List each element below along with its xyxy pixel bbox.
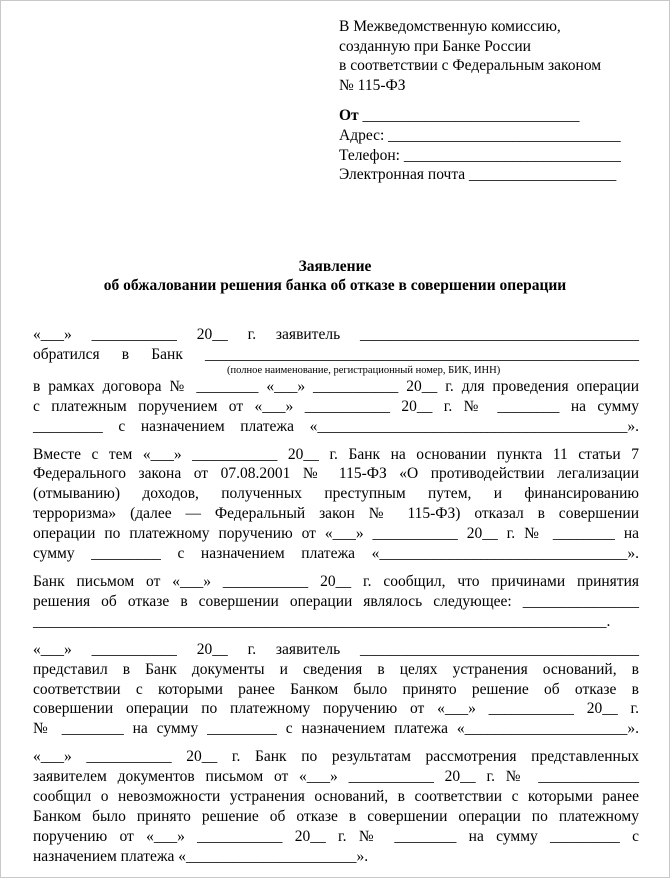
from-field (339, 106, 659, 126)
body-line: (отмыванию) доходов, полученных преступным путем, и финансированию (33, 485, 639, 503)
body-line: операции по платежному поручению от «___» ___________ 20__ г. № ________ на (33, 525, 639, 543)
body-line: «___» ___________ 20__ г. заявитель ____________________________________ (33, 640, 639, 658)
address-field: Адрес: ______________________________ (339, 126, 621, 144)
title-line-2: об обжаловании решения банка об отказе в совершении операции (103, 277, 567, 294)
body-line: Федерального закона от 07.08.2001 № 115-ФЗ «О противодействии легализации (33, 465, 639, 483)
document-title (1, 257, 669, 295)
addressee-block (339, 17, 659, 185)
body-line: «___» ___________ 20__ г. заявитель ____________________________________ (33, 326, 639, 343)
addressee-line: в соответствии с Федеральным законом (339, 57, 602, 75)
field-hint: (полное наименование, регистрационный номер, БИК, ИНН) (227, 364, 501, 376)
title-line-1: Заявление (298, 258, 372, 275)
addressee-line: В Межведомственную комиссию, (339, 18, 561, 35)
spacer (33, 739, 639, 747)
body-line: _________ с назначением платежа «________________________________________». (33, 417, 639, 435)
spacer (33, 564, 639, 572)
body-line: сумму _________ с назначением платежа «________________________________». (33, 545, 639, 563)
from-label: От (339, 107, 359, 125)
body-line: с платежным поручением от «___» ___________ 20__ г. № ________ на сумму (33, 397, 639, 415)
body-line: заявителем документов письмом от «___» ___________ 20__ г. № _____________ (33, 768, 639, 786)
from-blank: ____________________________ (358, 107, 580, 125)
body-line: обратился в Банк ________________________________________________________ (33, 345, 639, 363)
body-line: Вместе с тем «___» ___________ 20__ г. Банк на основании пункта 11 статьи 7 (33, 445, 639, 463)
phone-field: Телефон: ____________________________ (339, 146, 621, 164)
body-line: __________________________________________________________________________. (33, 612, 611, 630)
body-line: соответствии с которыми ранее Банком было принято решение об отказе в (33, 680, 639, 698)
body-line: представил в Банк документы и сведения в целях устранения оснований, в (33, 660, 639, 678)
addressee-line: № 115-ФЗ (339, 76, 406, 94)
body-line: в рамках договора № ________ «___» ___________ 20__ г. для проведения операции (33, 377, 639, 395)
document-body (33, 325, 639, 867)
spacer (33, 437, 639, 445)
body-line: совершении операции по платежному поручению от «___» ___________ 20__ г. (33, 700, 639, 718)
addressee-line: созданную при Банке России (339, 37, 531, 55)
body-line: назначением платежа «______________________». (33, 847, 369, 865)
body-line: № ________ на сумму _________ с назначением платежа «_____________________». (33, 720, 639, 738)
body-line: «___» ___________ 20__ г. Банк по результатам рассмотрения представленных (33, 748, 639, 766)
body-line: терроризма» (далее — Федеральный закон № 115-ФЗ) отказал в совершении (33, 505, 639, 523)
body-line: поручению от «___» ___________ 20__ г. № ________ на сумму _________ с (33, 827, 639, 845)
email-field: Электронная почта ___________________ (339, 166, 617, 184)
body-line: сообщил о невозможности устранения оснований, в соответствии с которыми ранее (33, 788, 639, 806)
body-line: Банком было принято решение об отказе в совершении операции по платежному (33, 807, 639, 825)
spacer (339, 95, 659, 106)
body-line: решения об отказе в совершении операции являлось следующее: _______________ (33, 592, 639, 610)
body-line: Банк письмом от «___» ___________ 20__ г. сообщил, что причинами принятия (33, 572, 639, 590)
spacer (33, 632, 639, 640)
